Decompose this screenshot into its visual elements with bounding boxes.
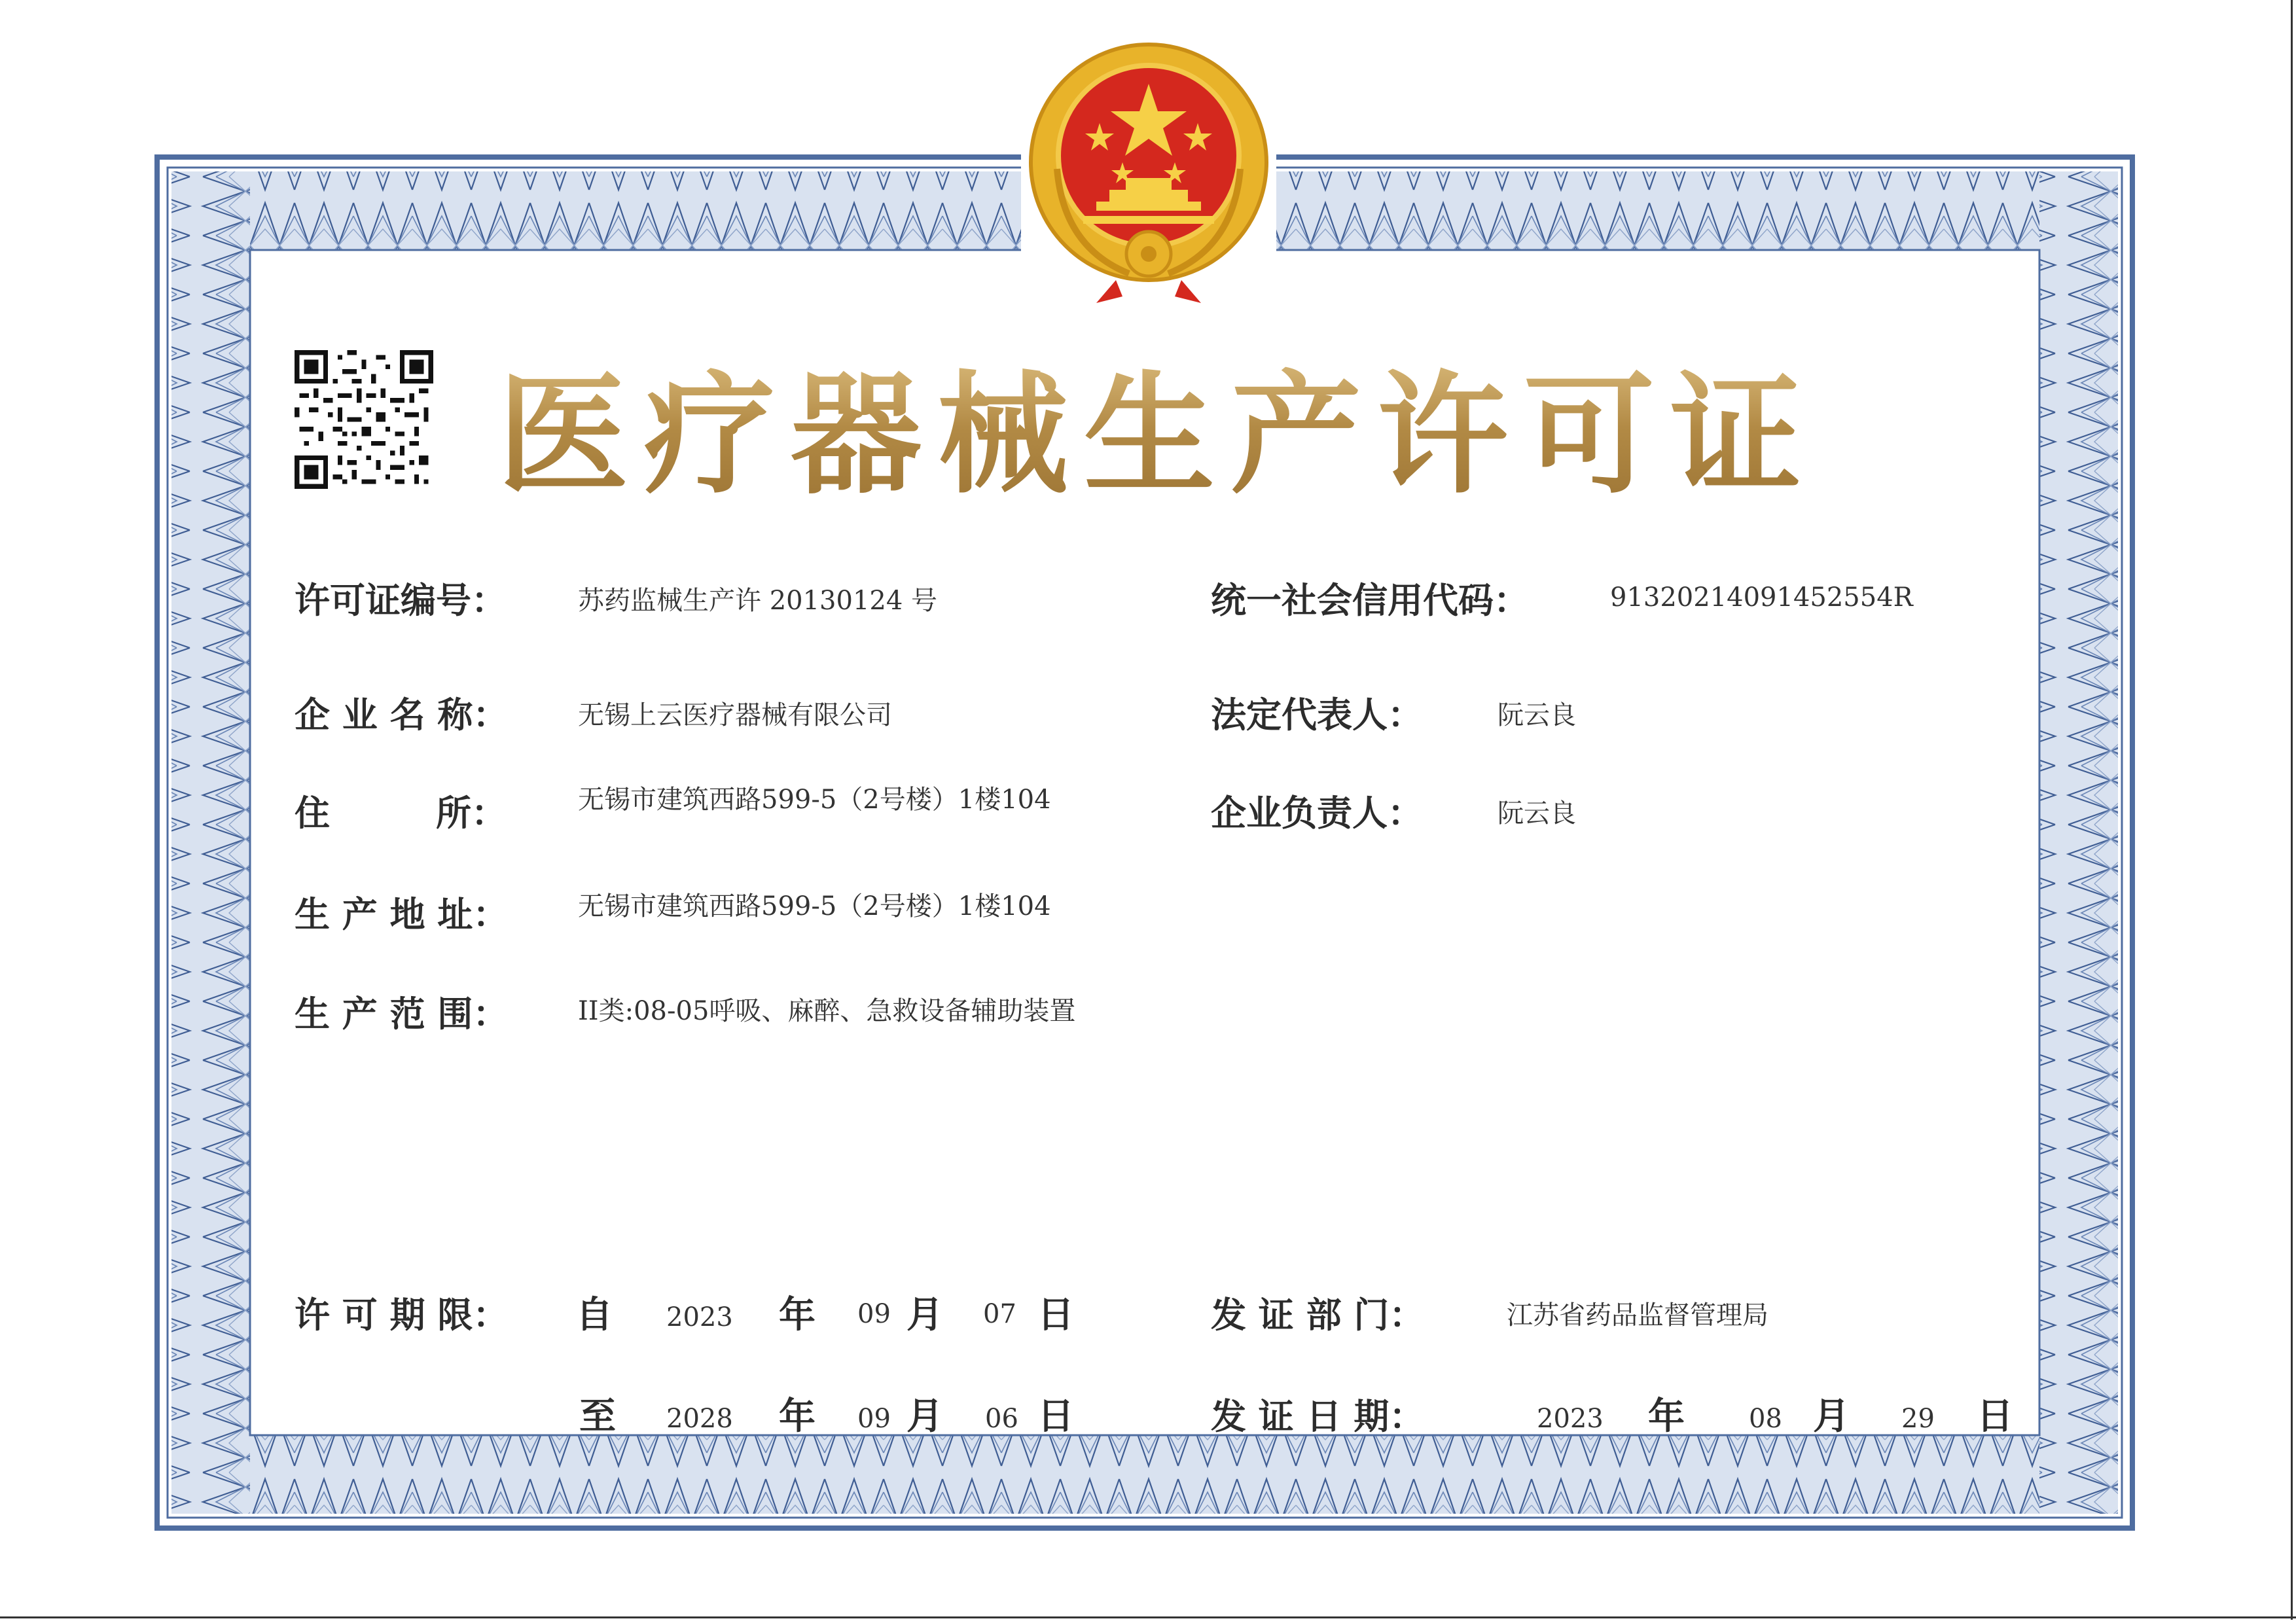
- validity-from-year-unit: 年: [779, 1294, 816, 1336]
- validity-to-day-unit: 日: [1037, 1395, 1074, 1438]
- issue-month: 08: [1749, 1404, 1782, 1434]
- validity-to-word: 至: [579, 1395, 616, 1438]
- credit-code-value: 91320214091452554R: [1610, 582, 1913, 613]
- validity-to-month-unit: 月: [906, 1395, 943, 1438]
- validity-from-word: 自: [576, 1294, 613, 1336]
- issue-day-unit: 日: [1977, 1395, 2013, 1438]
- license-number-label: 许可证编号：: [295, 580, 507, 621]
- validity-from-year: 2023: [666, 1302, 733, 1332]
- issue-month-unit: 月: [1813, 1395, 1850, 1438]
- legal-representative-label: 法定代表人：: [1211, 694, 1423, 736]
- company-name-label: 企 业 名 称：: [295, 694, 509, 736]
- validity-period-label: 许 可 期 限：: [295, 1294, 509, 1336]
- issue-year: 2023: [1537, 1404, 1604, 1434]
- validity-to-day: 06: [985, 1404, 1018, 1434]
- company-name-value: 无锡上云医疗器械有限公司: [578, 700, 892, 730]
- production-scope-value: II类:08-05呼吸、麻醉、急救设备辅助装置: [578, 996, 1076, 1026]
- validity-to-month: 09: [857, 1404, 891, 1434]
- license-number-value: 苏药监械生产许 20130124 号: [578, 586, 938, 616]
- scan-right-edge: [2291, 0, 2293, 1620]
- issue-day: 29: [1901, 1404, 1935, 1434]
- address-value: 无锡市建筑西路599-5（2号楼）1楼104: [578, 785, 1051, 815]
- production-address-value: 无锡市建筑西路599-5（2号楼）1楼104: [578, 891, 1051, 921]
- production-address-label: 生 产 地 址：: [295, 894, 509, 935]
- scan-bottom-edge: [0, 1616, 2296, 1618]
- enterprise-manager-label: 企业负责人：: [1211, 793, 1423, 834]
- page-title: 医疗器械生产许可证: [497, 357, 1806, 514]
- validity-from-day-unit: 日: [1037, 1294, 1074, 1336]
- issue-date-label: 发 证 日 期：: [1211, 1396, 1425, 1437]
- issue-year-unit: 年: [1648, 1395, 1685, 1438]
- validity-from-day: 07: [983, 1299, 1016, 1329]
- address-label: 住 所：: [295, 793, 507, 834]
- issuing-authority-value: 江苏省药品监督管理局: [1507, 1300, 1768, 1330]
- legal-representative-value: 阮云良: [1498, 700, 1576, 730]
- national-emblem-icon: [1018, 38, 1280, 306]
- enterprise-manager-value: 阮云良: [1498, 798, 1576, 829]
- credit-code-label: 统一社会信用代码：: [1211, 580, 1529, 621]
- production-scope-label: 生 产 范 围：: [295, 993, 509, 1035]
- issuing-authority-label: 发 证 部 门：: [1211, 1294, 1425, 1336]
- validity-from-month: 09: [857, 1299, 891, 1329]
- validity-to-year: 2028: [666, 1404, 733, 1434]
- validity-from-month-unit: 月: [906, 1294, 943, 1336]
- qr-code-icon[interactable]: [295, 350, 433, 489]
- validity-to-year-unit: 年: [779, 1395, 816, 1438]
